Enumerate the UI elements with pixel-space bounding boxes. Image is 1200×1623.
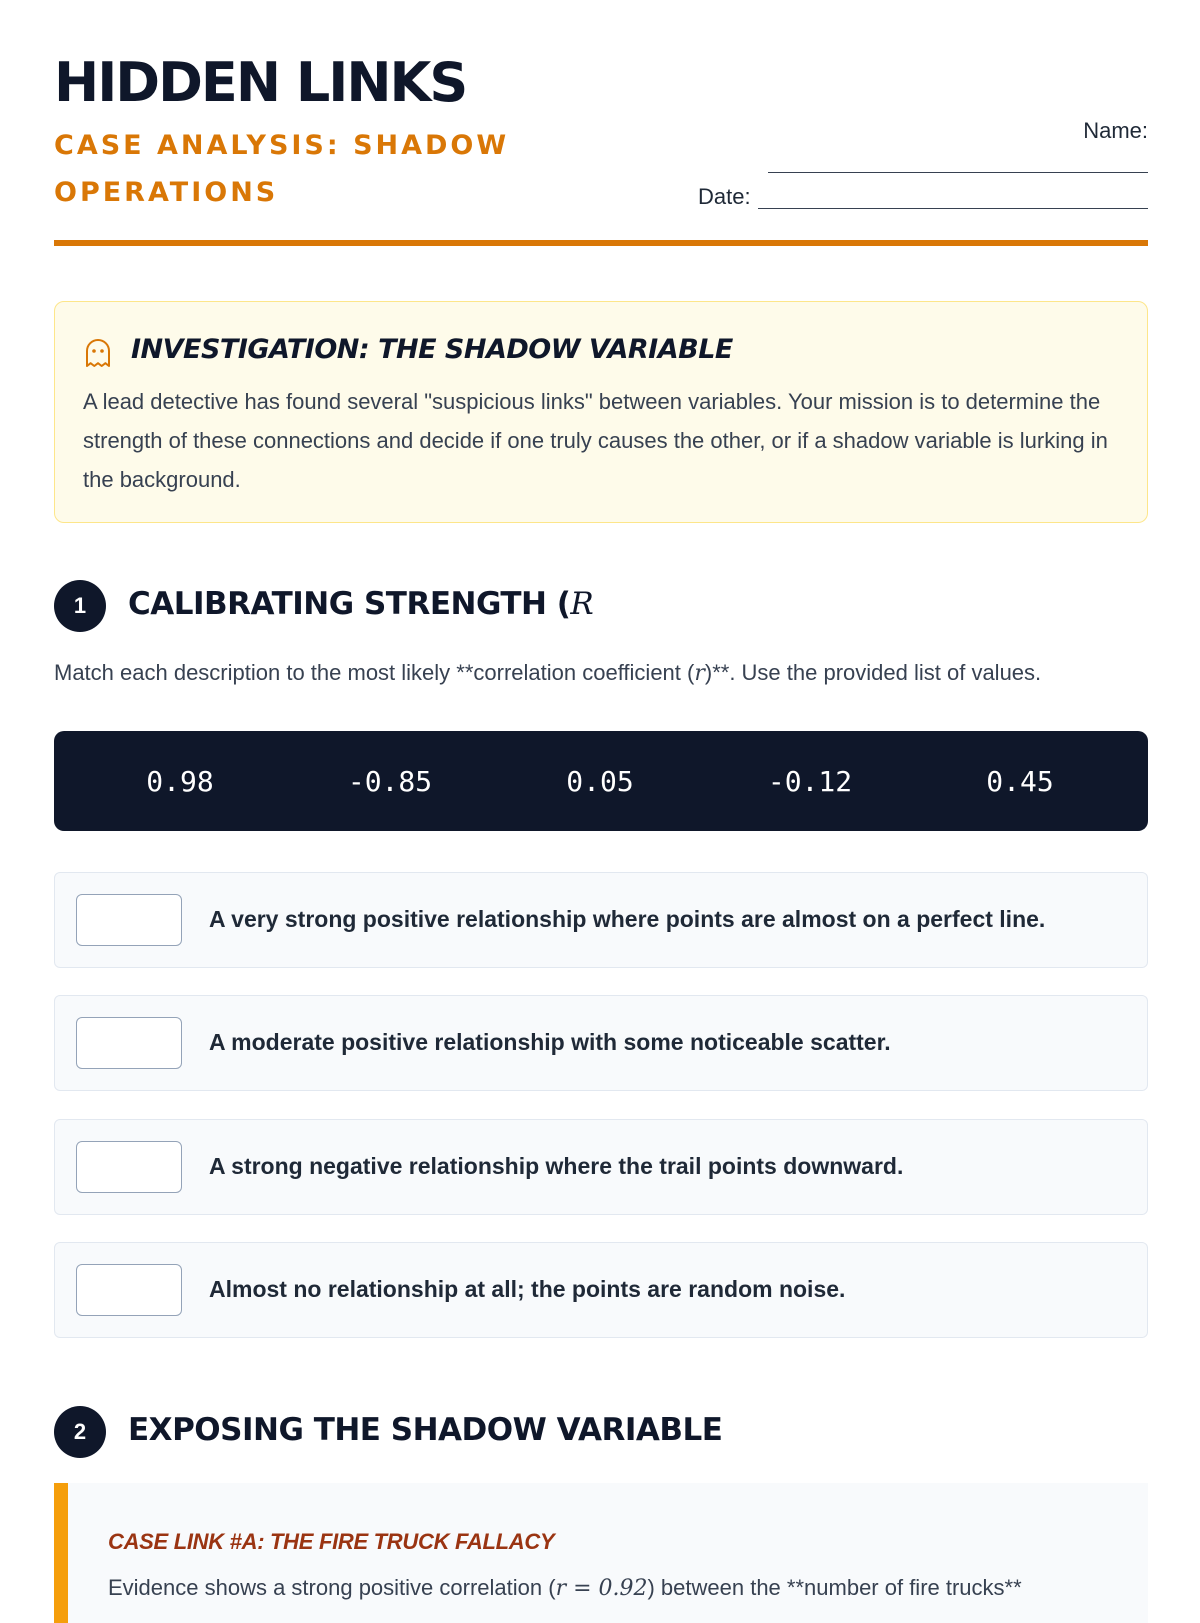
callout-title: INVESTIGATION: THE SHADOW VARIABLE [131,334,733,365]
match-description: A moderate positive relationship with some noticeable scatter. [209,1029,891,1055]
worksheet-header [54,0,1148,246]
case-link-card [54,1483,1148,1623]
value-chip: 0.05 [566,765,634,798]
answer-box[interactable] [76,894,182,946]
match-description: A strong negative relationship where the trail points downward. [209,1153,904,1179]
section-number-badge: 2 [54,1406,106,1458]
investigation-callout [54,301,1148,523]
section-title: EXPOSING THE SHADOW VARIABLE [128,1412,723,1448]
page-subtitle: CASE ANALYSIS: SHADOW OPERATIONS [54,130,510,208]
worksheet-page [54,0,1148,1601]
instructions-symbol: r [694,661,705,686]
name-label: Name: [1083,118,1148,143]
match-item [54,1119,1148,1215]
match-item [54,1242,1148,1338]
value-chip: 0.45 [986,765,1054,798]
match-item [54,872,1148,968]
answer-box[interactable] [76,1264,182,1316]
header-divider [54,240,1148,246]
section-title: CALIBRATING STRENGTH (R [128,586,594,622]
page-title: HIDDEN LINKS [54,51,467,114]
instructions-text: Match each description to the most likely **correlation coefficient (r)**. Use the provided list of values. [54,660,1042,686]
value-chip: -0.12 [767,765,853,798]
date-field[interactable] [758,186,1148,209]
case-body: Evidence shows a strong positive correlation (r = 0.92) between the **number of fire trucks** [108,1575,1022,1601]
answer-box[interactable] [76,1141,182,1193]
name-field[interactable] [768,150,1148,173]
match-description: Almost no relationship at all; the points are random noise. [209,1276,846,1302]
value-chip: 0.98 [146,765,214,798]
callout-body: A lead detective has found several "suspicious links" between variables. Your mission is to determine the strength of these connections and decide if one truly causes the other, or if a shadow variable is lurking in the background. [83,389,1108,492]
section-title-symbol: R [570,586,594,622]
value-chip: -0.85 [347,765,433,798]
match-description: A very strong positive relationship where points are almost on a perfect line. [209,906,1046,932]
answer-box[interactable] [76,1017,182,1069]
match-item [54,995,1148,1091]
case-title: CASE LINK #A: THE FIRE TRUCK FALLACY [108,1529,555,1554]
date-label: Date: [698,184,751,209]
section-number-badge: 1 [54,580,106,632]
value-bank [54,731,1148,831]
case-math: r = 0.92 [555,1576,648,1601]
ghost-icon [83,338,113,370]
